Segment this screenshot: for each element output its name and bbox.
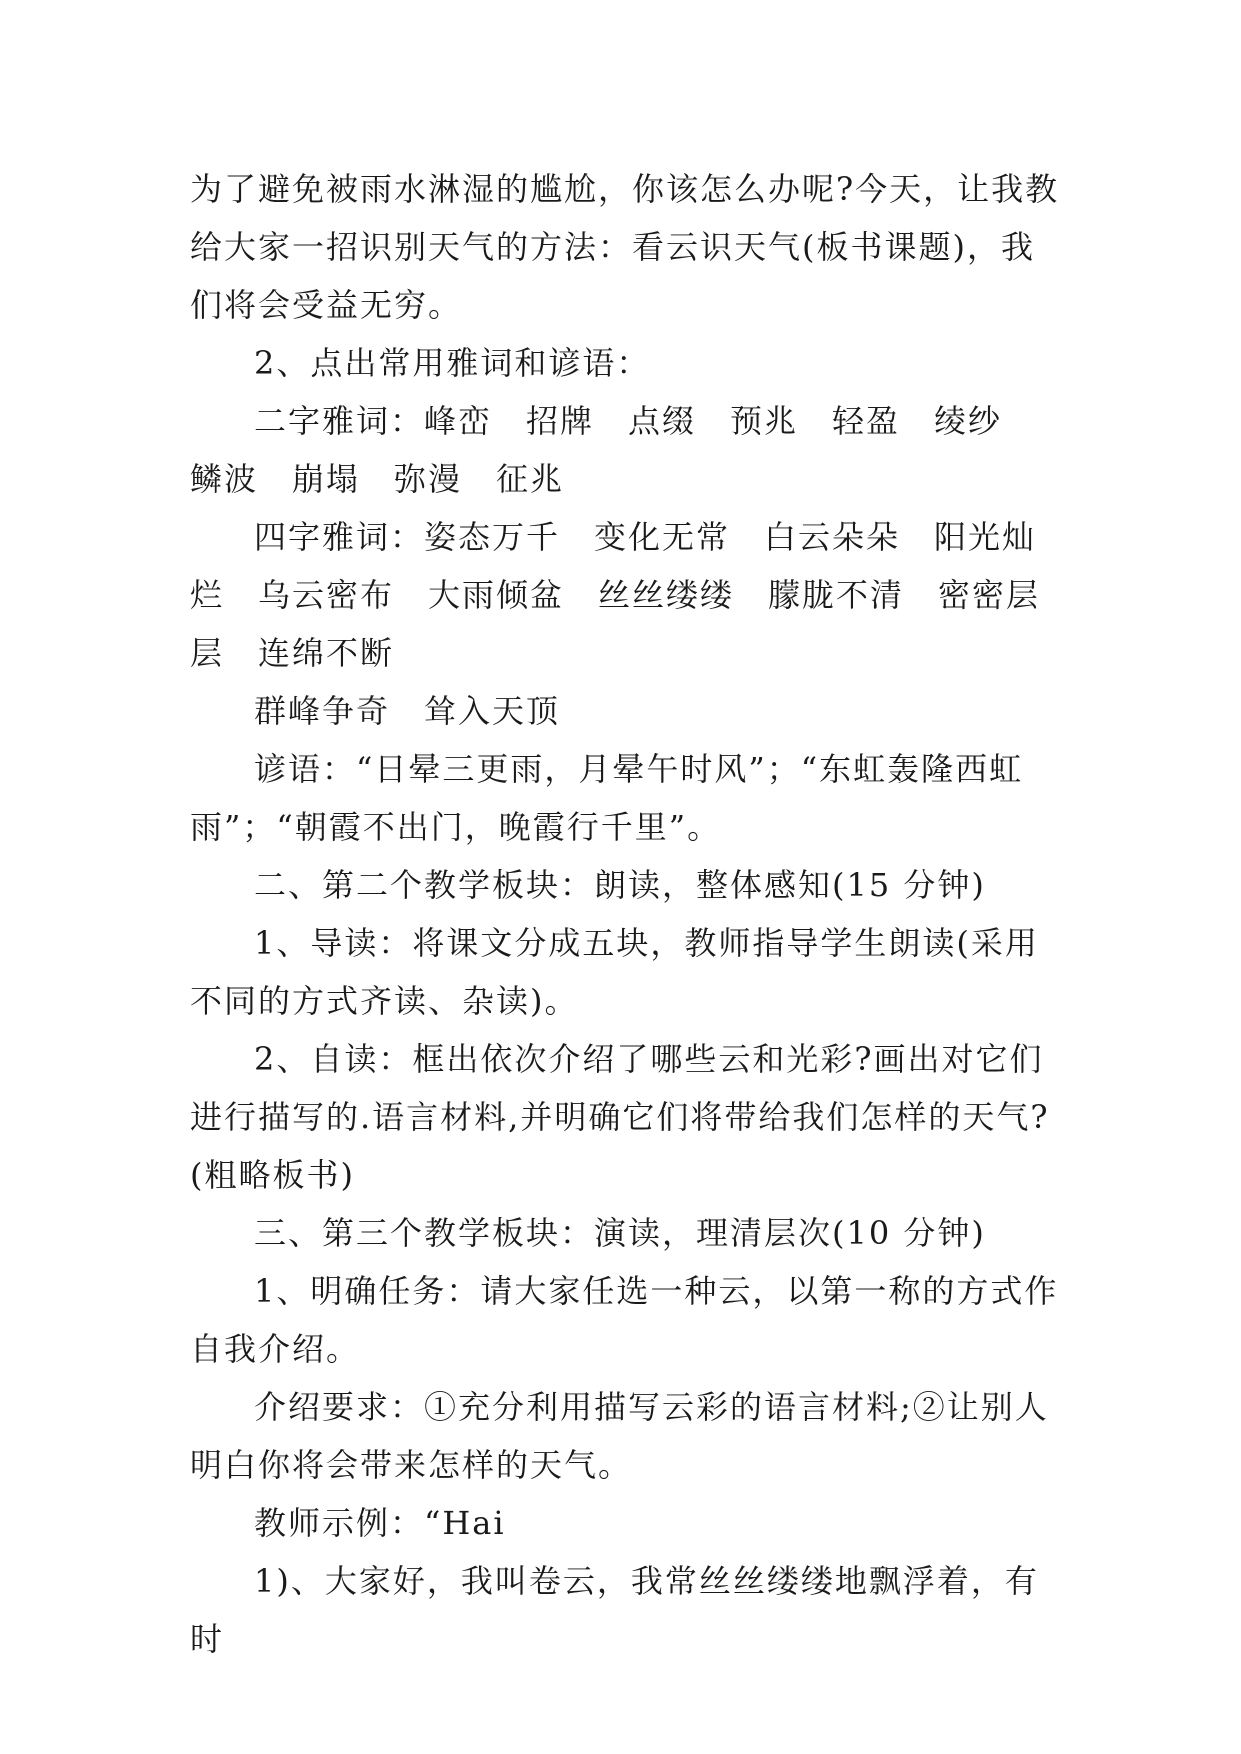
paragraph-intro: 为了避免被雨水淋湿的尴尬，你该怎么办呢?今天，让我教给大家一招识别天气的方法：看云识天气(板书课题)，我们将会受益无穷。 — [190, 170, 1060, 324]
paragraph-four-char-words-cont: 群峰争奇 耸入天顶 — [254, 692, 561, 730]
paragraph-four-char-words: 四字雅词：姿态万千 变化无常 白云朵朵 阳光灿烂 乌云密布 大雨倾盆 丝丝缕缕 朦胧不清 密密层层 连绵不断 — [190, 518, 1041, 672]
document-body — [190, 160, 1060, 1668]
paragraph-vocab-heading: 2、点出常用雅词和谚语： — [254, 344, 651, 382]
paragraph-proverbs: 谚语：“日晕三更雨，月晕午时风”；“东虹轰隆西虹雨”；“朝霞不出门，晚霞行千里”。 — [190, 750, 1024, 846]
paragraph-section-two-heading: 二、第二个教学板块：朗读，整体感知(15 分钟) — [254, 866, 986, 904]
paragraph-guided-reading: 1、导读：将课文分成五块，教师指导学生朗读(采用不同的方式齐读、杂读)。 — [190, 924, 1039, 1020]
paragraph-cirrus-intro: 1)、大家好，我叫卷云，我常丝丝缕缕地飘浮着，有时 — [190, 1562, 1039, 1658]
paragraph-requirements: 介绍要求：①充分利用描写云彩的语言材料;②让别人明白你将会带来怎样的天气。 — [190, 1388, 1049, 1484]
paragraph-self-reading: 2、自读：框出依次介绍了哪些云和光彩?画出对它们进行描写的.语言材料,并明确它们将带给我们怎样的天气?(粗略板书) — [190, 1040, 1050, 1194]
paragraph-task: 1、明确任务：请大家任选一种云，以第一称的方式作自我介绍。 — [190, 1272, 1059, 1368]
paragraph-teacher-example: 教师示例：“Hai — [254, 1504, 506, 1542]
paragraph-section-three-heading: 三、第三个教学板块：演读，理清层次(10 分钟) — [254, 1214, 986, 1252]
paragraph-two-char-words: 二字雅词：峰峦 招牌 点缀 预兆 轻盈 绫纱 鳞波 崩塌 弥漫 征兆 — [190, 402, 1037, 498]
